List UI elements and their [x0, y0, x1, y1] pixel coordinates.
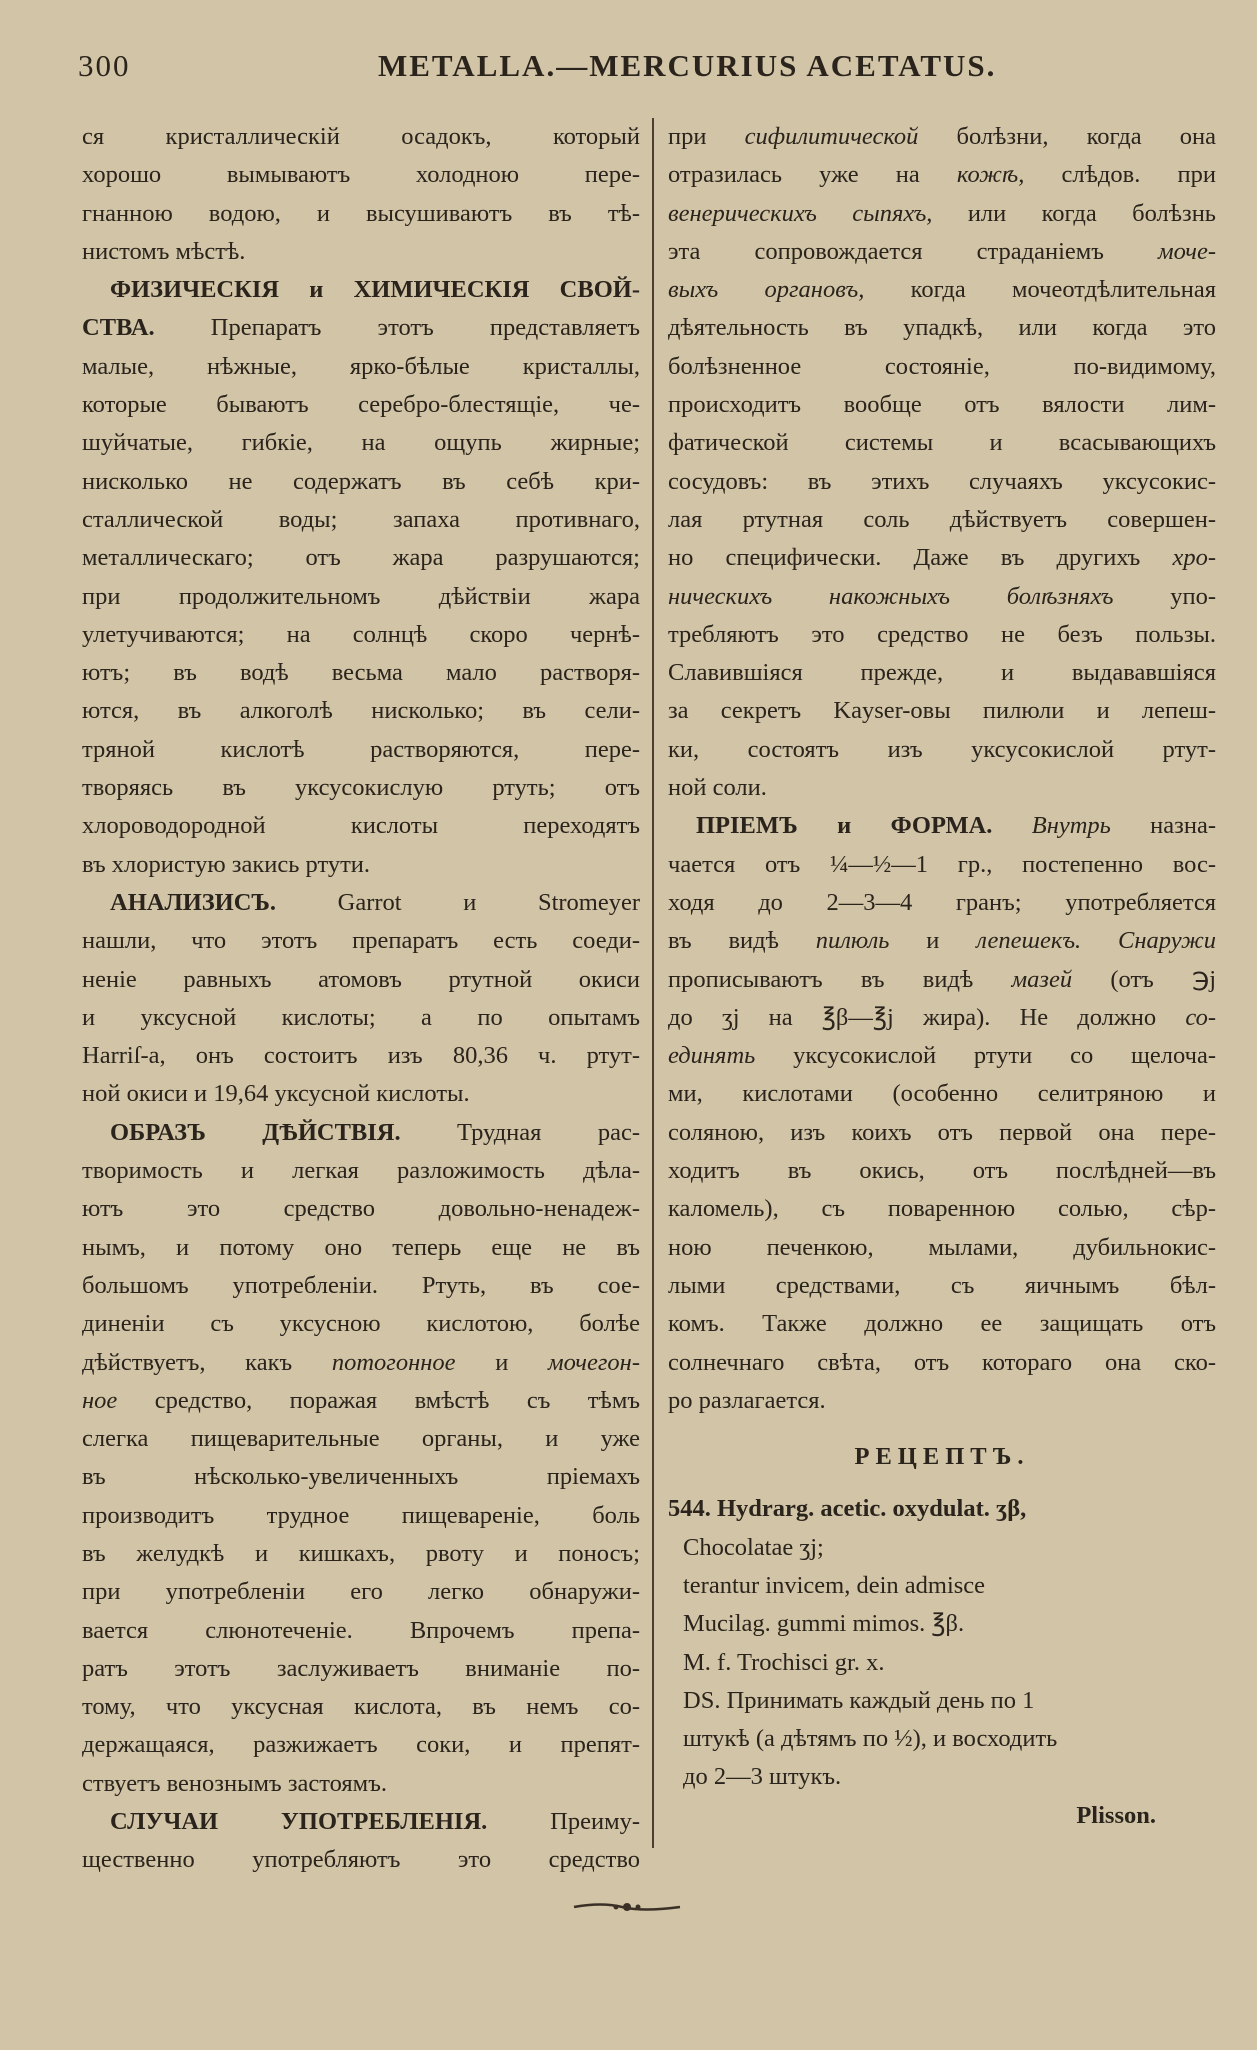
text-run: до ʒj на ℥β—℥j жира). Не должно — [668, 1003, 1186, 1031]
text-line: ются, въ алкоголѣ нисколько; въ сели- — [82, 697, 640, 725]
text-line: держащаяся, разжижаетъ соки, и препят- — [82, 1731, 640, 1759]
text-run: при — [668, 123, 745, 150]
text-line: при продолжительномъ дѣйствіи жара — [82, 582, 640, 610]
bold-run: СЛУЧАИ УПОТРЕБЛЕНІЯ. — [110, 1808, 488, 1836]
text-line — [668, 233, 1216, 271]
italic-run: хро- — [1172, 544, 1216, 572]
text-line: Harriſ-а, онъ состоитъ изъ 80,36 ч. ртут- — [82, 1042, 640, 1070]
text-line: ки, состоятъ изъ уксусокислой ртут- — [668, 735, 1216, 763]
text-line: солнечнаго свѣта, отъ котораго она ско- — [668, 1348, 1216, 1376]
text-run — [1081, 927, 1118, 954]
text-line: до 2—3 штукъ. — [683, 1763, 842, 1791]
recipe-block — [668, 1490, 1216, 1796]
text-line: лая ртутная соль дѣйствуетъ совершен- — [668, 505, 1216, 533]
text-line — [668, 1037, 1216, 1075]
italic-run: ное — [82, 1386, 118, 1414]
text-run: эта сопровождается страданіемъ — [668, 237, 1159, 265]
text-line: комъ. Также должно ее защищать отъ — [668, 1310, 1216, 1338]
bold-run: ПРІЕМЪ и ФОРМА. — [696, 812, 993, 840]
text-line: сосудовъ: въ этихъ случаяхъ уксусокис- — [668, 467, 1216, 495]
text-line — [82, 271, 640, 309]
text-line: каломель), съ поваренною солью, сѣр- — [668, 1195, 1216, 1223]
italic-run: моче- — [1158, 237, 1216, 265]
text-line: нашли, что этотъ препаратъ есть соеди- — [82, 927, 640, 955]
text-line: гнанною водою, и высушиваютъ въ тѣ- — [82, 199, 640, 227]
text-line — [668, 961, 1216, 999]
text-line: ми, кислотами (особенно селитряною и — [668, 1080, 1216, 1108]
text-line: требляютъ это средство не безъ пользы. — [668, 620, 1216, 648]
text-line: фатической системы и всасывающихъ — [668, 429, 1216, 457]
text-run: упо- — [1113, 582, 1216, 610]
text-line: вается слюнотеченіе. Впрочемъ препа- — [82, 1616, 640, 1644]
text-line: диненіи съ уксусною кислотою, болѣе — [82, 1310, 640, 1338]
right-column-text — [668, 118, 1216, 1420]
text-line: сталлической воды; запаха противнаго, — [82, 505, 640, 533]
text-run: Garrot и Stromeyer — [276, 888, 640, 916]
text-run: но специфически. Даже въ другихъ — [668, 544, 1173, 572]
italic-run: единять — [668, 1042, 756, 1070]
text-line: DS. Принимать каждый день по 1 — [683, 1686, 1035, 1714]
italic-run: со- — [1185, 1003, 1216, 1031]
text-run: назна- — [1110, 812, 1216, 840]
text-line — [668, 271, 1216, 309]
text-run: и — [889, 927, 977, 955]
text-line: тряной кислотѣ растворяются, пере- — [82, 735, 640, 763]
text-line: слегка пищеварительные органы, и уже — [82, 1425, 640, 1453]
text-line — [82, 1344, 640, 1382]
text-line: болѣзненное состояніе, по-видимому, — [668, 352, 1216, 380]
text-line: Mucilag. gummi mimos. ℥β. — [683, 1610, 965, 1638]
text-line: ною печенкою, мылами, дубильнокис- — [668, 1233, 1216, 1261]
text-line: ютъ это средство довольно-ненадеж- — [82, 1195, 640, 1223]
text-line — [668, 922, 1216, 960]
text-line: хорошо вымываютъ холодною пере- — [82, 161, 640, 189]
text-line: улетучиваются; на солнцѣ скоро чернѣ- — [82, 620, 640, 648]
text-line: за секретъ Kayser-овы пилюли и лепеш- — [668, 697, 1216, 725]
bold-run: АНАЛИЗИСЪ. — [110, 888, 276, 916]
text-line: ходя до 2—3—4 гранъ; употребляется — [668, 888, 1216, 916]
text-line — [668, 578, 1216, 616]
bold-run: ОБРАЗЪ ДѢЙСТВІЯ. — [110, 1118, 401, 1146]
text-line — [668, 539, 1216, 577]
text-line: творяясь въ уксусокислую ртуть; отъ — [82, 774, 640, 802]
italic-run: лепешекъ. — [976, 927, 1082, 955]
page-header — [78, 48, 1178, 98]
text-line — [668, 118, 1216, 156]
text-run: въ видѣ — [668, 927, 816, 955]
text-line: происходитъ вообще отъ вялости лим- — [668, 391, 1216, 419]
text-line: чается отъ ¼—½—1 гр., постепенно вос- — [668, 850, 1216, 878]
text-line: въ желудкѣ и кишкахъ, рвоту и поносъ; — [82, 1539, 640, 1567]
text-run: (отъ ℈j — [1072, 965, 1216, 993]
bold-run: СТВА. — [82, 314, 155, 342]
bold-run: ФИЗИЧЕСКІЯ и ХИМИЧЕСКІЯ СВОЙ- — [110, 276, 640, 304]
text-run: отразилась уже на — [668, 161, 957, 189]
text-run: болѣзни, когда она — [918, 123, 1216, 150]
text-line: которые бываютъ серебро-блестящіе, че- — [82, 391, 640, 419]
text-line — [82, 309, 640, 347]
text-line: производитъ трудное пищевареніе, боль — [82, 1501, 640, 1529]
italic-run: ническихъ накожныхъ болѣзняхъ — [668, 582, 1114, 610]
text-line: ной соли. — [668, 774, 767, 802]
text-line: и уксусной кислоты; а по опытамъ — [82, 1003, 640, 1031]
text-line: неніе равныхъ атомовъ ртутной окиси — [82, 965, 640, 993]
italic-run: потогонное — [331, 1348, 456, 1376]
text-line: ходитъ въ окись, отъ послѣдней—въ — [668, 1157, 1216, 1185]
text-run: прописываютъ въ видѣ — [668, 965, 1012, 993]
text-line: соляною, изъ коихъ отъ первой она пере- — [668, 1118, 1216, 1146]
text-line: ютъ; въ водѣ весьма мало растворя- — [82, 659, 640, 687]
italic-run: мочегон- — [548, 1348, 640, 1376]
text-line: хлороводородной кислоты переходятъ — [82, 812, 640, 840]
text-line: штукѣ (а дѣтямъ по ½), и восходить — [683, 1725, 1058, 1753]
italic-run: сифилитической — [744, 123, 919, 150]
text-line — [82, 1114, 640, 1152]
text-line: лыми средствами, съ яичнымъ бѣл- — [668, 1271, 1216, 1299]
text-line — [668, 807, 1216, 845]
text-line: при употребленіи его легко обнаружи- — [82, 1578, 640, 1606]
text-line — [668, 156, 1216, 194]
recipe-heading: РЕЦЕПТЪ. — [854, 1443, 1030, 1471]
page-number: 300 — [78, 48, 131, 83]
text-line: шуйчатые, гибкіе, на ощупь жирные; — [82, 429, 640, 457]
text-line: 544. Hydrarg. acetic. oxydulat. ʒβ, — [668, 1495, 1027, 1523]
text-line: ратъ этотъ заслуживаетъ вниманіе по- — [82, 1654, 640, 1682]
running-title: METALLA.—MERCURIUS ACETATUS. — [378, 48, 997, 83]
text-line: ствуетъ венознымъ застоямъ. — [82, 1769, 387, 1797]
text-line: ся кристаллическій осадокъ, который — [82, 123, 640, 150]
text-line: нымъ, и потому оно теперь еще не въ — [82, 1233, 640, 1261]
text-run: когда мочеотдѣлительная — [864, 276, 1217, 304]
text-line: большомъ употребленіи. Ртуть, въ сое- — [82, 1271, 640, 1299]
text-line — [668, 195, 1216, 233]
text-line: малые, нѣжные, ярко-бѣлые кристаллы, — [82, 352, 640, 380]
text-run: уксусокислой ртути со щелоча- — [755, 1042, 1216, 1070]
text-run: или когда болѣзнь — [932, 199, 1216, 227]
text-line: нистомъ мѣстѣ. — [82, 237, 246, 265]
text-line: Chocolatae ʒj; — [683, 1533, 824, 1561]
text-line: terantur invicem, dein admisce — [683, 1571, 986, 1599]
text-run: Препаратъ этотъ представляетъ — [154, 314, 640, 342]
text-run: Трудная рас- — [400, 1118, 641, 1146]
italic-run: мазей — [1011, 965, 1073, 993]
column-divider — [652, 118, 654, 1848]
italic-run: пилюль — [815, 927, 890, 955]
text-line: Славившіяся прежде, и выдававшіяся — [668, 659, 1216, 687]
italic-run: Внутрь — [1031, 812, 1111, 840]
text-line: тому, что уксусная кислота, въ немъ со- — [82, 1693, 640, 1721]
text-line — [668, 999, 1216, 1037]
text-line — [82, 1803, 640, 1841]
text-line: ной окиси и 19,64 уксусной кислоты. — [82, 1080, 470, 1108]
text-run — [992, 812, 1031, 839]
text-line — [82, 1382, 640, 1420]
text-line: въ хлористую закись ртути. — [82, 850, 371, 878]
text-line: щественно употребляютъ это средство — [82, 1846, 640, 1874]
text-run: и — [455, 1348, 549, 1376]
text-line: ро разлагается. — [668, 1386, 826, 1414]
italic-run: кожѣ, — [956, 161, 1025, 189]
text-run: Преиму- — [487, 1808, 641, 1836]
italic-run: выхъ органовъ, — [668, 276, 865, 304]
text-line: металлическаго; отъ жара разрушаются; — [82, 544, 640, 572]
text-run: слѣдов. при — [1024, 161, 1216, 189]
right-column — [668, 118, 1216, 1835]
left-column — [82, 118, 640, 1880]
text-line: творимость и легкая разложимость дѣла- — [82, 1157, 640, 1185]
italic-run: Снаружи — [1118, 927, 1217, 955]
ornament-divider — [572, 1900, 682, 1914]
text-line: M. f. Trochisci gr. x. — [683, 1648, 885, 1676]
text-line: дѣятельность въ упадкѣ, или когда это — [668, 314, 1216, 342]
text-line: нисколько не содержатъ въ себѣ кри- — [82, 467, 640, 495]
recipe-signature: Plisson. — [1076, 1801, 1156, 1829]
text-line — [82, 884, 640, 922]
text-line: въ нѣсколько-увеличенныхъ пріемахъ — [82, 1463, 640, 1491]
text-run: дѣйствуетъ, какъ — [82, 1348, 332, 1376]
text-run: средство, поражая вмѣстѣ съ тѣмъ — [117, 1386, 640, 1414]
italic-run: венерическихъ сыпяхъ, — [668, 199, 933, 227]
